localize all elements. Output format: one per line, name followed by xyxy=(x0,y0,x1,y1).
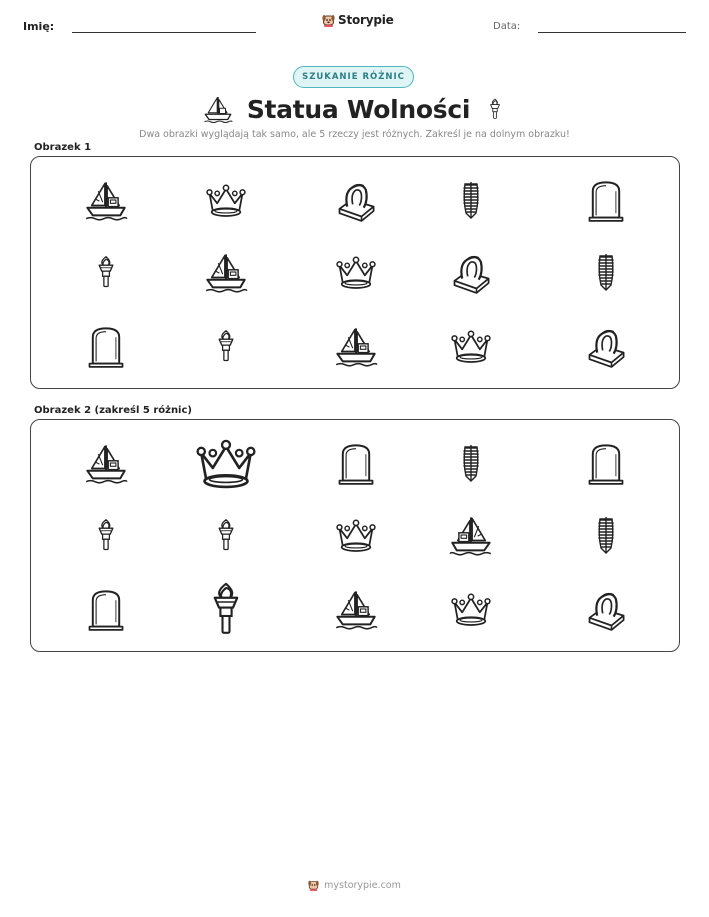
picture-1-item xyxy=(61,313,151,379)
picture-1-item xyxy=(426,313,516,379)
crown-icon xyxy=(334,250,378,294)
date-label: Data: xyxy=(493,21,521,32)
picture-2-item[interactable] xyxy=(426,576,516,642)
picture-1-item xyxy=(561,313,651,379)
picture-2-item[interactable] xyxy=(561,502,651,568)
torch-icon xyxy=(484,94,506,124)
picture-2-panel[interactable] xyxy=(30,419,680,652)
worksheet-header xyxy=(0,0,709,50)
tombstone-icon xyxy=(334,441,378,485)
spine-icon xyxy=(451,180,491,220)
picture-2-item[interactable] xyxy=(311,502,401,568)
footer-url[interactable]: mystorypie.com xyxy=(324,879,401,891)
picture-1-item xyxy=(426,167,516,233)
title-row xyxy=(0,92,709,126)
boat-icon xyxy=(449,513,493,557)
boat-icon xyxy=(84,441,128,485)
picture-1-label: Obrazek 1 xyxy=(34,142,92,153)
torch-icon xyxy=(89,518,123,552)
worksheet-type-badge: SZUKANIE RÓŻNIC xyxy=(293,66,414,88)
picture-2-item[interactable] xyxy=(426,502,516,568)
picture-2-item[interactable] xyxy=(311,576,401,642)
picture-1-item xyxy=(311,239,401,305)
picture-1-item xyxy=(311,167,401,233)
picture-1-item xyxy=(61,239,151,305)
torch-icon xyxy=(89,255,123,289)
picture-2-item[interactable] xyxy=(181,502,271,568)
picture-1-item xyxy=(181,239,271,305)
boat-icon xyxy=(334,587,378,631)
boat-icon xyxy=(334,324,378,368)
brand-name: Storypie xyxy=(338,13,394,27)
boat-icon xyxy=(204,250,248,294)
crown-icon xyxy=(334,513,378,557)
picture-1-item xyxy=(181,313,271,379)
picture-1-item xyxy=(181,167,271,233)
tombstone-icon xyxy=(584,441,628,485)
crown-icon xyxy=(193,430,259,496)
tombstone-icon xyxy=(84,324,128,368)
torch-icon xyxy=(209,518,243,552)
picture-1-item xyxy=(426,239,516,305)
picture-2-item[interactable] xyxy=(561,576,651,642)
picture-1-item xyxy=(561,239,651,305)
picture-2-item[interactable] xyxy=(311,430,401,496)
tombstone-icon xyxy=(584,178,628,222)
crown-icon xyxy=(449,324,493,368)
picture-1-item xyxy=(561,167,651,233)
name-line[interactable] xyxy=(72,32,256,33)
tombstone-icon xyxy=(84,587,128,631)
torch-icon xyxy=(198,581,254,637)
boat-icon xyxy=(84,178,128,222)
date-line[interactable] xyxy=(538,32,686,33)
harp-plinth-icon xyxy=(449,250,493,294)
picture-2-item[interactable] xyxy=(61,430,151,496)
torch-icon xyxy=(209,329,243,363)
spine-icon xyxy=(451,443,491,483)
picture-2-item[interactable] xyxy=(61,576,151,642)
picture-2-item[interactable] xyxy=(426,430,516,496)
picture-1-panel xyxy=(30,156,680,389)
picture-2-item[interactable] xyxy=(561,430,651,496)
name-label: Imię: xyxy=(23,20,55,33)
dog-logo-icon xyxy=(322,13,335,27)
spine-icon xyxy=(586,252,626,292)
picture-2-item[interactable] xyxy=(181,430,271,496)
footer xyxy=(0,879,709,891)
picture-1-item xyxy=(61,167,151,233)
sailboat-icon xyxy=(203,94,233,124)
harp-plinth-icon xyxy=(584,587,628,631)
brand-logo xyxy=(322,13,394,27)
spine-icon xyxy=(586,515,626,555)
picture-2-label: Obrazek 2 (zakreśl 5 różnic) xyxy=(34,405,192,416)
harp-plinth-icon xyxy=(584,324,628,368)
picture-2-item[interactable] xyxy=(181,576,271,642)
picture-2-item[interactable] xyxy=(61,502,151,568)
crown-icon xyxy=(204,178,248,222)
dog-logo-icon xyxy=(308,879,319,891)
page-title: Statua Wolności xyxy=(246,94,471,124)
crown-icon xyxy=(449,587,493,631)
instructions: Dwa obrazki wyglądają tak samo, ale 5 rzeczy jest różnych. Zakreśl je na dolnym obrazku! xyxy=(139,129,570,140)
harp-plinth-icon xyxy=(334,178,378,222)
picture-1-item xyxy=(311,313,401,379)
